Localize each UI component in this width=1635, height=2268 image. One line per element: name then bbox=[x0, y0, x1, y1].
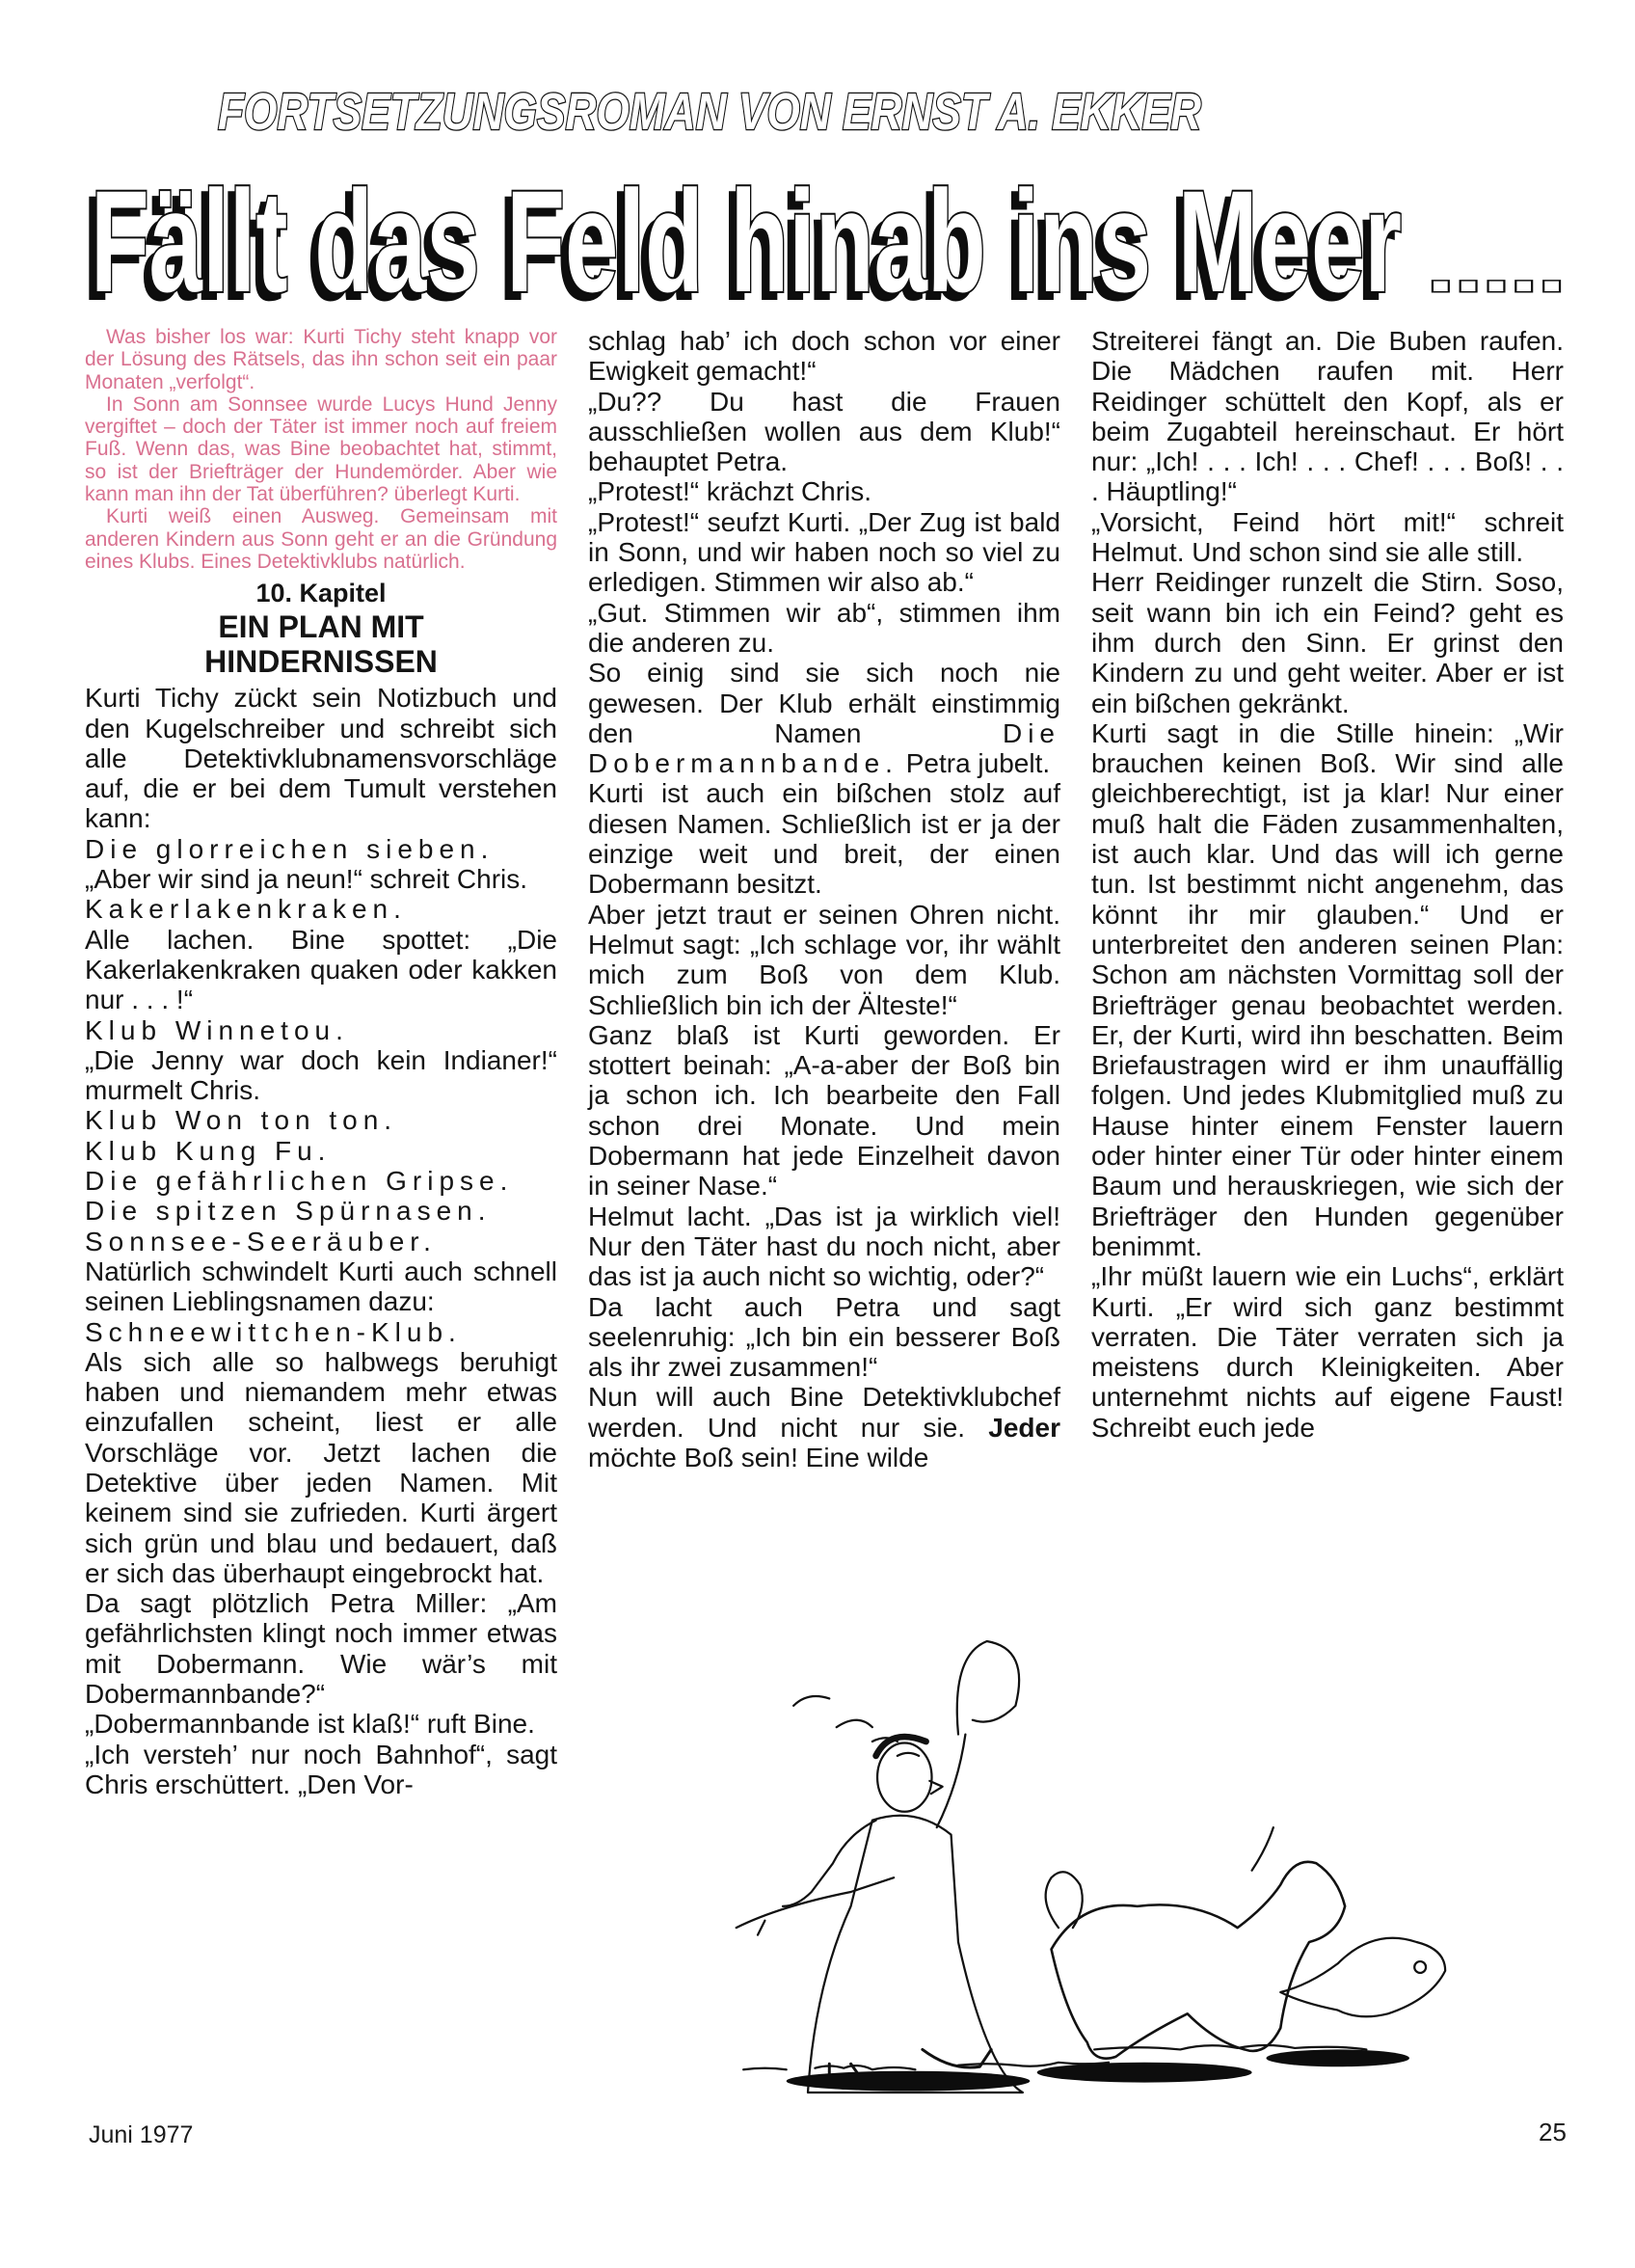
paragraph: „Die Jenny war doch kein Indianer!“ murmelt Chris. bbox=[85, 1044, 557, 1106]
page-title bbox=[81, 160, 1411, 322]
right-column-body bbox=[1091, 326, 1564, 1443]
paragraph: Als sich alle so halbwegs beruhigt haben und niemandem mehr etwas einzufallen scheint, liest er alle Vorschläge vor. Jetzt lachen die Detektive über jeden Namen. Mit keinem sind sie zufrieden. Kurti ärgert sich grün und blau und bedauert, daß er sich das überhaupt eingebrockt hat. bbox=[85, 1346, 557, 1588]
paragraph: Aber jetzt traut er seinen Ohren nicht. Helmut sagt: „Ich schlage vor, ihr wählt mich zum Boß von dem Klub. Schließlich bin ich der Älteste!“ bbox=[588, 899, 1060, 1020]
paragraph: Sonnsee-Seeräuber. bbox=[85, 1226, 437, 1256]
paragraph: Da sagt plötzlich Petra Miller: „Am gefährlichsten klingt noch immer etwas mit Dobermann. Wie wär’s mit Dobermannbande?“ bbox=[85, 1588, 557, 1710]
paragraph: Die spitzen Spürnasen. bbox=[85, 1196, 492, 1227]
emphasis-text: Jeder bbox=[988, 1412, 1060, 1443]
club-name: Die Dobermannbande. bbox=[588, 717, 1060, 779]
paragraph: Kakerlakenkraken. bbox=[85, 894, 407, 925]
paragraph-text: möchte Boß sein! Eine wilde bbox=[588, 1442, 929, 1472]
paragraph bbox=[588, 1382, 1060, 1472]
paragraph: „Protest!“ krächzt Chris. bbox=[588, 476, 872, 507]
paragraph: Die glorreichen sieben. bbox=[85, 833, 495, 864]
paragraph-text: So einig sind sie sich noch nie gewesen. Der Klub erhält einstimmig den Namen bbox=[588, 658, 1060, 748]
paragraph: Ganz blaß ist Kurti geworden. Er stottert beinah: „A-a-aber der Boß bin ja schon ich. Ich bearbeite den Fall schon drei Monate. Und mein Dobermann hat jede Einzelheit davon in seiner Nase.“ bbox=[588, 1019, 1060, 1202]
paragraph: Da lacht auch Petra und sagt seelenruhig: „Ich bin ein besserer Boß als ihr zwei zusammen!“ bbox=[588, 1291, 1060, 1383]
paragraph: „Dobermannbande ist klaß!“ ruft Bine. bbox=[85, 1709, 535, 1740]
chapter-number: 10. Kapitel bbox=[255, 579, 387, 608]
intro-paragraph: Kurti weiß einen Ausweg. Gemeinsam mit anderen Kindern aus Sonn geht er an die Gründung eines Klubs. Eines Detektivklubs natürlich. bbox=[85, 505, 557, 573]
paragraph: Helmut lacht. „Das ist ja wirklich viel! Nur den Täter hast du noch nicht, aber das ist ja auch nicht so wichtig, oder?“ bbox=[588, 1201, 1060, 1292]
cartoon-woman-chasing-dog-and-cat-icon bbox=[588, 1591, 1629, 2092]
paragraph: Die gefährlichen Gripse. bbox=[85, 1166, 514, 1197]
paragraph: Kurti sagt in die Stille hinein: „Wir brauchen keinen Boß. Wir sind alle gleichberechtigt, ist ja klar! Nur einer muß halt die Fäden zusammenhalten, ist auch klar. Und das will ich gerne tun. Ist bestimmt nicht angenehm, das könnt ihr mir glauben.“ Und er unterbreitet den anderen seinen Plan: Schon am nächsten Vormittag soll der Briefträger genau beobachtet werden. Er, der Kurti, wird ihn beschatten. Beim Briefaustragen wird er ihm unauffällig folgen. Und jedes Klubmitglied muß zu Hause hinter einem Fenster lauern oder hinter einer Tür oder hinter einem Baum und herauskriegen, wie sich der Briefträger den Hunden gegenüber benimmt. bbox=[1091, 717, 1564, 1261]
paragraph: „Aber wir sind ja neun!“ schreit Chris. bbox=[85, 864, 528, 895]
paragraph: Kurti ist auch ein bißchen stolz auf diesen Namen. Schließlich ist er ja der einzige weit und breit, der einen Dobermann besitzt. bbox=[588, 778, 1060, 900]
paragraph: Natürlich schwindelt Kurti auch schnell seinen Lieblingsnamen dazu: bbox=[85, 1256, 557, 1317]
paragraph: Klub Winnetou. bbox=[85, 1014, 349, 1045]
title-ellipsis: ..... bbox=[1427, 230, 1566, 306]
title-ellipsis-box bbox=[1425, 230, 1569, 306]
paragraph: „Ihr müßt lauern wie ein Luchs“, erklärt Kurti. „Er wird sich ganz bestimmt verraten. Die Täter verraten sich ja meistens durch Kleinigkeiten. Aber unternehmt nichts auf eigene Faust! Schreibt euch jede bbox=[1091, 1261, 1564, 1443]
middle-column-body bbox=[588, 326, 1060, 1472]
left-column-body bbox=[85, 683, 557, 1799]
series-header bbox=[214, 75, 1217, 143]
paragraph: Klub Won ton ton. bbox=[85, 1105, 398, 1136]
illustration bbox=[588, 1591, 1629, 2092]
chapter-title bbox=[85, 609, 557, 679]
shadow-woman bbox=[787, 2071, 1031, 2092]
title-text: Fällt das Feld hinab ins Meer bbox=[91, 160, 1402, 322]
paragraph: „Gut. Stimmen wir ab“, stimmen ihm die anderen zu. bbox=[588, 597, 1060, 658]
paragraph: schlag hab’ ich doch schon vor einer Ewigkeit gemacht!“ bbox=[588, 326, 1060, 387]
paragraph: „Vorsicht, Feind hört mit!“ schreit Helmut. Und schon sind sie alle still. bbox=[1091, 506, 1564, 568]
chapter-title-line: EIN PLAN MIT bbox=[218, 609, 424, 645]
paragraph: Herr Reidinger runzelt die Stirn. Soso, seit wann bin ich ein Feind? geht es ihm durch den Sinn. Er grinst den Kindern zu und geht weiter. Aber er ist ein bißchen gekränkt. bbox=[1091, 567, 1564, 718]
series-header-text: FORTSETZUNGSROMAN VON ERNST A. EKKER bbox=[218, 83, 1201, 141]
paragraph: „Protest!“ seufzt Kurti. „Der Zug ist bald in Sonn, und wir haben noch so viel zu erledigen. Stimmen wir also ab.“ bbox=[588, 506, 1060, 598]
column-middle bbox=[588, 326, 1060, 1472]
column-left bbox=[85, 326, 557, 1799]
paragraph: „Ich versteh’ nur noch Bahnhof“, sagt Chris erschüttert. „Den Vor- bbox=[85, 1739, 557, 1799]
shadow-cat bbox=[1266, 2049, 1409, 2066]
paragraph: Schneewittchen-Klub. bbox=[85, 1316, 462, 1347]
paragraph: „Du?? Du hast die Frauen ausschließen wollen aus dem Klub!“ behauptet Petra. bbox=[588, 386, 1060, 477]
paragraph: Kurti Tichy zückt sein Notizbuch und den Kugelschreiber und schreibt sich alle Detektivklubnamensvorschläge auf, die er bei dem Tumult verstehen kann: bbox=[85, 683, 557, 834]
intro-paragraph: In Sonn am Sonnsee wurde Lucys Hund Jenny vergiftet – doch der Täter ist immer noch auf freiem Fuß. Wenn das, was Bine beobachtet hat, stimmt, so ist der Briefträger der Hundemörder. Aber wie kann man ihn der Tat überführen? überlegt Kurti. bbox=[85, 392, 557, 506]
recap-intro bbox=[85, 326, 557, 573]
paragraph: Streiterei fängt an. Die Buben raufen. Die Mädchen raufen mit. Herr Reidinger schüttelt den Kopf, als er beim Zugabteil hereinschaut. Er hört nur: „Ich! . . . Ich! . . . Chef! . . . Boß! . . . Häuptling!“ bbox=[1091, 326, 1564, 507]
paragraph-text: Nun will auch Bine Detektivklubchef werden. Und nicht nur sie. bbox=[588, 1382, 1060, 1443]
paragraph: Klub Kung Fu. bbox=[85, 1135, 332, 1166]
page-number: 25 bbox=[1539, 2118, 1567, 2146]
intro-paragraph: Was bisher los war: Kurti Tichy steht knapp vor der Lösung des Rätsels, das ihn schon seit ein paar Monaten „verfolgt“. bbox=[85, 326, 557, 393]
paragraph bbox=[588, 658, 1060, 778]
paragraph: Alle lachen. Bine spottet: „Die Kakerlakenkraken quaken oder kakken nur . . . !“ bbox=[85, 924, 557, 1015]
column-right bbox=[1091, 326, 1564, 1443]
issue-date: Juni 1977 bbox=[89, 2121, 194, 2148]
shadow-dog bbox=[1037, 2063, 1252, 2083]
chapter-title-line: HINDERNISSEN bbox=[204, 644, 438, 680]
paragraph-text: Petra jubelt. bbox=[898, 748, 1051, 779]
